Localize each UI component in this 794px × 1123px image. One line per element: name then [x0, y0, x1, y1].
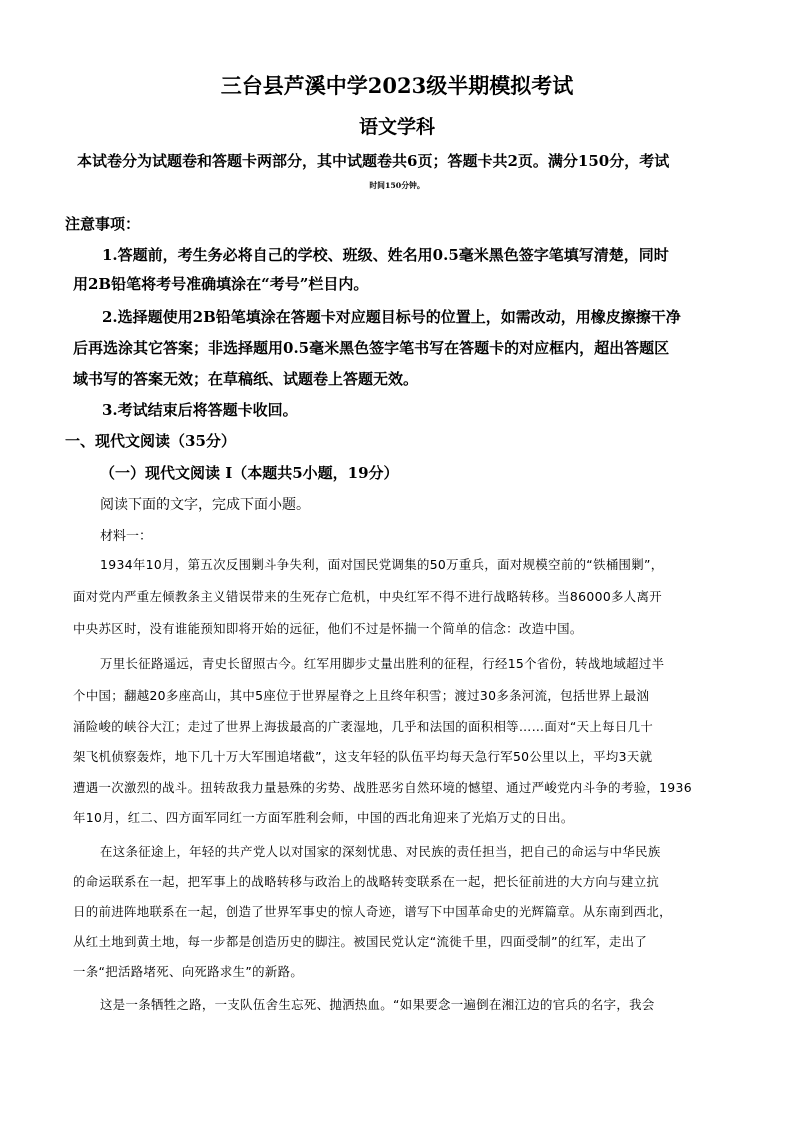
passage-line: 面对党内严重左倾教条主义错误带来的生死存亡危机，中央红军不得不进行战略转移。当86000多人离开 [73, 589, 663, 604]
notice-item-2-line-3: 域书写的答案无效；在草稿纸、试题卷上答题无效。 [73, 370, 419, 388]
notice-item-2-line-1: 2.选择题使用2B铅笔填涂在答题卡对应题目标号的位置上，如需改动，用橡皮擦擦干净 [102, 308, 681, 326]
passage-line: 年10月，红二、四方面军同红一方面军胜利会师，中国的西北角迎来了光焰万丈的日出。 [73, 810, 574, 825]
passage-line: 在这条征途上，年轻的共产党人以对国家的深刻忧患、对民族的责任担当，把自己的命运与中华民族 [100, 844, 661, 859]
exam-title: 三台县芦溪中学2023级半期模拟考试 [220, 73, 574, 98]
notice-item-1-line-1: 1.答题前，考生务必将自己的学校、班级、姓名用0.5毫米黑色签字笔填写清楚，同时 [102, 246, 669, 264]
notice-heading: 注意事项： [65, 215, 141, 233]
passage-line: 一条“把活路堵死、向死路求生”的新路。 [73, 964, 304, 979]
reading-instruction: 阅读下面的文字，完成下面小题。 [100, 497, 310, 513]
passage-line: 日的前进阵地联系在一起，创造了世界军事史的惊人奇迹，谱写下中国革命史的光辉篇章。从东南到西北， [73, 904, 672, 919]
exam-intro-line-1: 本试卷分为试题卷和答题卡两部分，其中试题卷共6页；答题卡共2页。满分150分，考试 [77, 152, 670, 170]
notice-item-2-line-2: 后再选涂其它答案；非选择题用0.5毫米黑色签字笔书写在答题卡的对应框内，超出答题区 [73, 339, 670, 357]
passage-line: 万里长征路遥远，青史长留照古今。红军用脚步丈量出胜利的征程，行经15个省份，转战地域超过半 [100, 656, 665, 671]
passage-line: 个中国；翻越20多座高山，其中5座位于世界屋脊之上且终年积雪；渡过30多条河流，包括世界上最汹 [73, 688, 650, 703]
passage-line: 遭遇一次激烈的战斗。扭转敌我力量悬殊的劣势、战胜恶劣自然环境的憾望、通过严峻党内斗争的考验，1936 [73, 780, 693, 795]
exam-intro-line-2: 时间150分钟。 [369, 181, 425, 190]
passage-line: 中央苏区时，没有谁能预知即将开始的远征，他们不过是怀揣一个简单的信念：改造中国。 [73, 621, 583, 636]
section-subheading: （一）现代文阅读 I（本题共5小题，19分） [100, 464, 399, 482]
passage-line: 架飞机侦察轰炸，地下几十万大军围追堵截”，这支年轻的队伍平均每天急行军50公里以上，平均3天就 [73, 749, 653, 764]
material-label: 材料一： [100, 529, 153, 544]
subject-title: 语文学科 [358, 116, 435, 138]
passage-line: 涌险峻的峡谷大江；走过了世界上海拔最高的广袤湿地，几乎和法国的面积相等……面对“天上每日几十 [73, 719, 654, 734]
passage-line: 这是一条牺牲之路，一支队伍舍生忘死、抛洒热血。“如果要念一遍倒在湘江边的官兵的名字，我会 [100, 997, 655, 1012]
notice-item-3: 3.考试结束后将答题卡收回。 [102, 401, 298, 419]
section-heading: 一、现代文阅读（35分） [65, 432, 236, 450]
passage-line: 的命运联系在一起，把军事上的战略转移与政治上的战略转变联系在一起，把长征前进的大方向与建立抗 [73, 874, 660, 889]
passage-line: 1934年10月，第五次反围剿斗争失利，面对国民党调集的50万重兵，面对规模空前的“铁桶围剿”， [100, 557, 664, 572]
passage-line: 从红土地到黄土地，每一步都是创造历史的脚注。被国民党认定“流徙千里，四面受制”的红军，走出了 [73, 934, 648, 949]
notice-item-1-line-2: 用2B铅笔将考号准确填涂在“考号”栏目内。 [73, 275, 369, 293]
